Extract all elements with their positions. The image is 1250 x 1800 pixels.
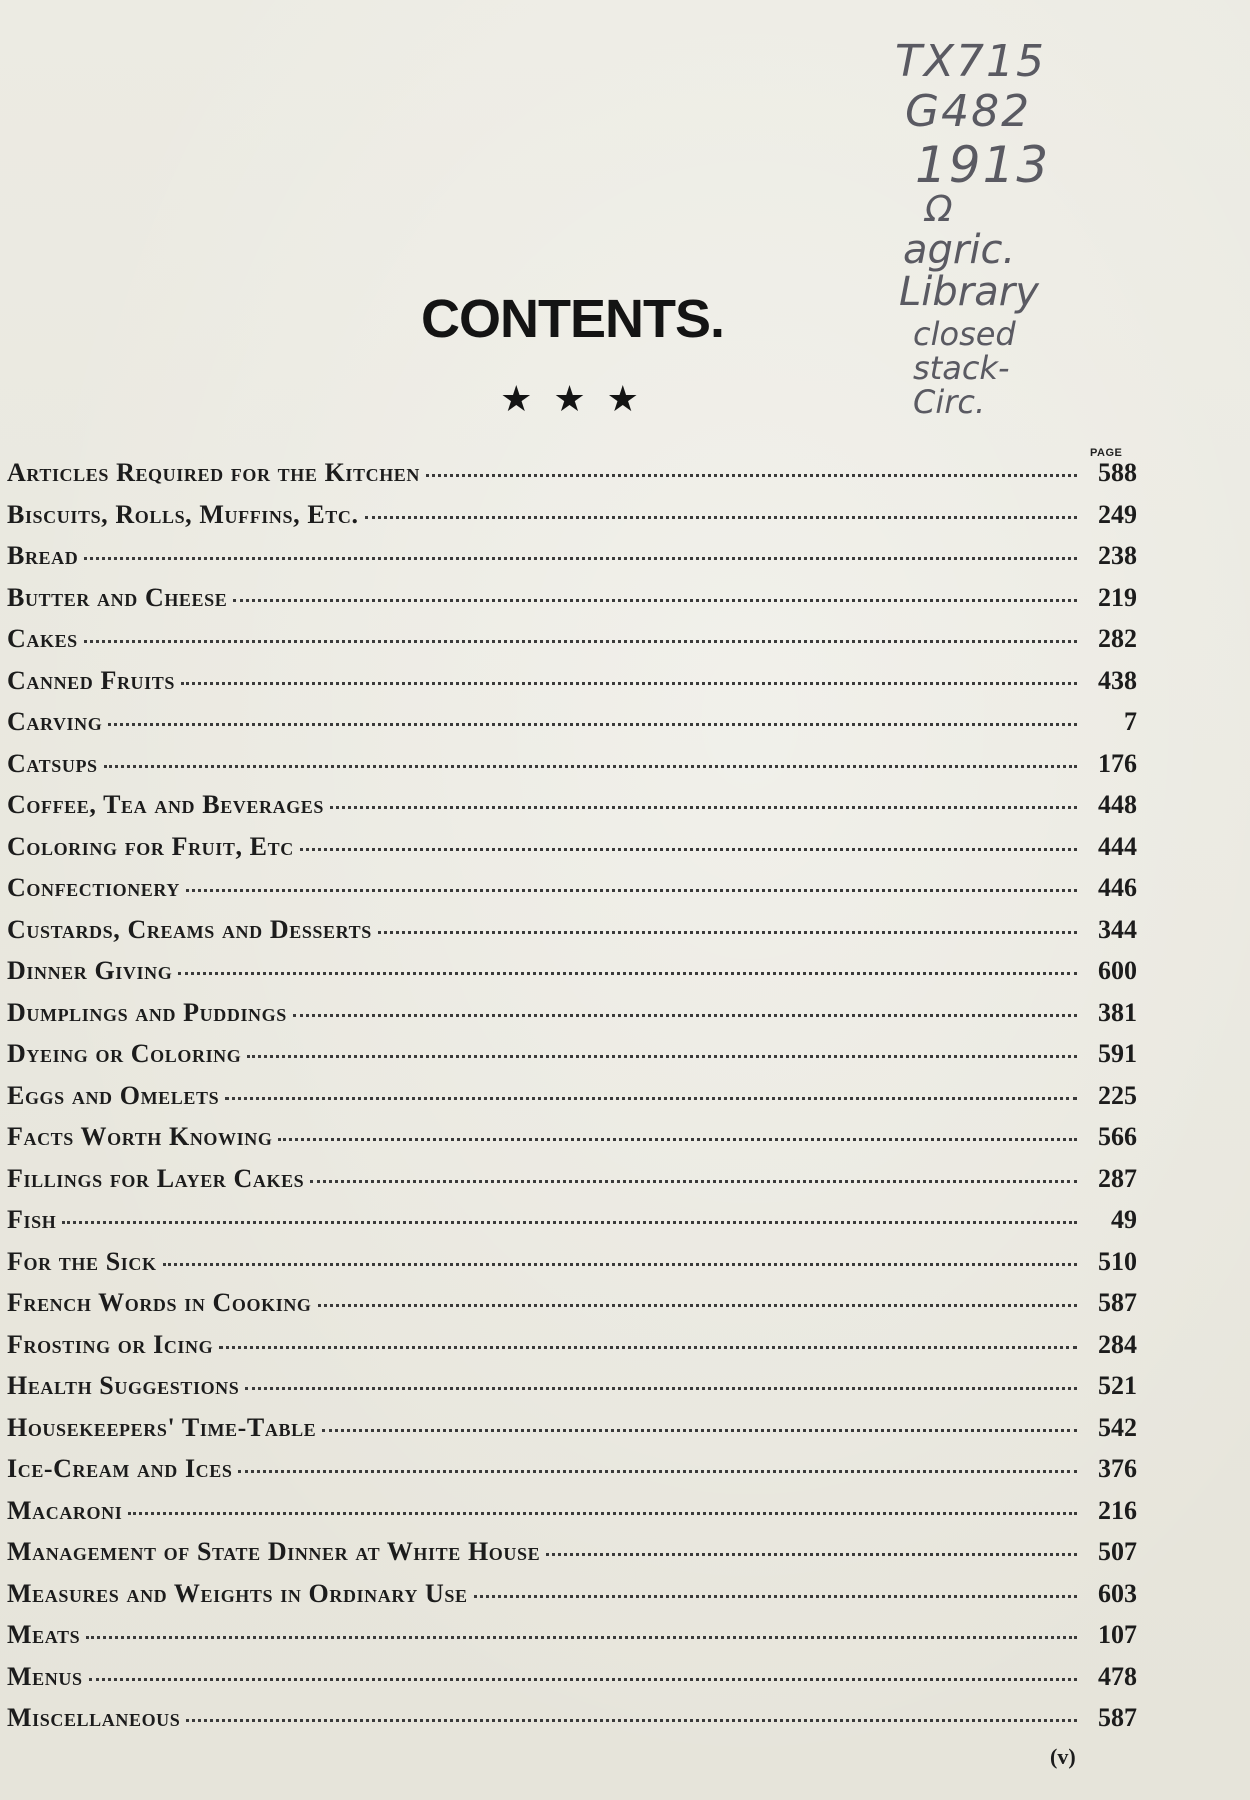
toc-entry-title: Coloring for Fruit, Etc: [7, 831, 294, 861]
dot-leader: [181, 682, 1077, 685]
toc-entry-title: Dinner Giving: [7, 956, 173, 985]
dot-leader: [86, 1636, 1077, 1639]
toc-entry-title: Housekeepers' Time-Table: [7, 1412, 317, 1442]
toc-entry-title: Macaroni: [7, 1495, 123, 1525]
toc-entry-page: 521: [1098, 1371, 1137, 1400]
toc-entry-page: 588: [1098, 458, 1137, 487]
toc-entry-title: Facts Worth Knowing: [7, 1122, 273, 1151]
dot-leader: [378, 931, 1077, 934]
dot-leader: [310, 1180, 1077, 1183]
toc-entry: [7, 1496, 1137, 1538]
handwriting-line: 1913: [915, 136, 1051, 194]
toc-entry-title: Articles Required for the Kitchen: [7, 458, 421, 487]
toc-entry-page: 249: [1098, 499, 1137, 529]
toc-entry-title: Dyeing or Coloring: [7, 1039, 242, 1068]
toc-entry-page: 587: [1098, 1703, 1137, 1732]
toc-entry-page: 448: [1098, 790, 1137, 819]
handwriting-line: agric.: [903, 227, 1016, 273]
toc-entry: [7, 1454, 1137, 1496]
toc-entry: [7, 541, 1137, 583]
toc-entry-title: Dumplings and Puddings: [7, 997, 287, 1027]
dot-leader: [245, 1387, 1077, 1390]
dot-leader: [186, 889, 1077, 892]
handwriting-line: Library: [899, 269, 1039, 315]
toc-entry-page: 376: [1098, 1454, 1137, 1483]
toc-entry-page: 344: [1098, 914, 1137, 944]
toc-entry-title: Confectionery: [7, 873, 180, 902]
dot-leader: [84, 557, 1077, 560]
handwriting-line: Circ.: [913, 383, 986, 421]
dot-leader: [426, 474, 1077, 477]
dot-leader: [108, 723, 1077, 726]
toc-entry-title: Coffee, Tea and Beverages: [7, 790, 325, 819]
toc-entry-page: 566: [1098, 1122, 1137, 1151]
toc-entry-page: 49: [1111, 1205, 1137, 1234]
toc-entry: [7, 458, 1137, 500]
toc-entry-page: 107: [1098, 1620, 1137, 1649]
toc-entry: [7, 998, 1137, 1040]
toc-entry-title: Fish: [7, 1205, 57, 1234]
dot-leader: [104, 765, 1077, 768]
toc-entry-page: 507: [1098, 1537, 1137, 1566]
toc-entry-page: 591: [1098, 1039, 1137, 1068]
toc-entry: [7, 1330, 1137, 1372]
dot-leader: [62, 1221, 1077, 1224]
toc-entry: [7, 1703, 1137, 1745]
toc-entry-page: 381: [1098, 997, 1137, 1027]
dot-leader: [186, 1719, 1077, 1722]
toc-entry: [7, 873, 1137, 915]
toc-entry-page: 282: [1098, 624, 1137, 653]
handwriting-line: TX715: [895, 36, 1047, 87]
dot-leader: [293, 1014, 1077, 1017]
dot-leader: [322, 1429, 1077, 1432]
toc-entry-title: For the Sick: [7, 1246, 157, 1276]
toc-entry-title: Bread: [7, 541, 79, 570]
toc-entry-title: Frosting or Icing: [7, 1329, 214, 1359]
toc-entry-title: French Words in Cooking: [7, 1288, 312, 1317]
toc-entry: [7, 1164, 1137, 1206]
handwritten-call-number: [895, 36, 1125, 421]
toc-entry: [7, 1413, 1137, 1455]
handwriting-line: G482: [905, 86, 1032, 137]
toc-entry-page: 287: [1098, 1163, 1137, 1193]
toc-entry: [7, 1620, 1137, 1662]
dot-leader: [546, 1553, 1077, 1556]
toc-entry-page: 603: [1098, 1578, 1137, 1608]
dot-leader: [178, 972, 1077, 975]
handwriting-line: closed: [913, 315, 1016, 353]
toc-entry-title: Carving: [7, 707, 103, 736]
toc-entry-title: Eggs and Omelets: [7, 1080, 220, 1110]
dot-leader: [163, 1263, 1077, 1266]
toc-entry: [7, 1579, 1137, 1621]
page-title: CONTENTS.: [420, 289, 724, 349]
toc-entry: [7, 1247, 1137, 1289]
toc-entry: [7, 832, 1137, 874]
toc-entry: [7, 1371, 1137, 1413]
toc-entry-title: Meats: [7, 1620, 81, 1649]
dot-leader: [238, 1470, 1077, 1473]
dot-leader: [89, 1678, 1077, 1681]
toc-entry-page: 176: [1098, 748, 1137, 778]
dot-leader: [330, 806, 1077, 809]
page-column-label: PAGE: [1090, 447, 1123, 459]
toc-entry-page: 7: [1124, 707, 1137, 736]
toc-entry-page: 478: [1098, 1661, 1137, 1691]
toc-entry-title: Fillings for Layer Cakes: [7, 1163, 305, 1193]
toc-entry-page: 587: [1098, 1288, 1137, 1317]
toc-entry-title: Health Suggestions: [7, 1371, 240, 1400]
stars-ornament: ★ ★ ★: [500, 379, 645, 419]
dot-leader: [128, 1512, 1077, 1515]
toc-entry: [7, 956, 1137, 998]
toc-entry: [7, 707, 1137, 749]
toc-entry-title: Biscuits, Rolls, Muffins, Etc.: [7, 499, 359, 529]
toc-entry-title: Management of State Dinner at White House: [7, 1537, 541, 1566]
toc-entry: [7, 624, 1137, 666]
toc-entry: [7, 790, 1137, 832]
toc-entry-title: Catsups: [7, 748, 98, 778]
dot-leader: [84, 640, 1077, 643]
toc-entry: [7, 1039, 1137, 1081]
page-folio: (v): [1050, 1744, 1076, 1769]
dot-leader: [365, 516, 1077, 519]
dot-leader: [225, 1097, 1077, 1100]
toc-entry-title: Custards, Creams and Desserts: [7, 914, 372, 944]
toc-entry-page: 219: [1098, 582, 1137, 612]
toc-entry-page: 444: [1098, 831, 1137, 861]
toc-entry-title: Ice-Cream and Ices: [7, 1454, 233, 1483]
dot-leader: [474, 1595, 1077, 1598]
dot-leader: [278, 1138, 1077, 1141]
toc-entry: [7, 666, 1137, 708]
dot-leader: [318, 1304, 1077, 1307]
toc-entry-page: 225: [1098, 1080, 1137, 1110]
toc-entry-title: Butter and Cheese: [7, 582, 228, 612]
toc-entry: [7, 583, 1137, 625]
dot-leader: [219, 1346, 1077, 1349]
dot-leader: [233, 599, 1077, 602]
toc-entry-page: 542: [1098, 1412, 1137, 1442]
dot-leader: [247, 1055, 1077, 1058]
toc-entry-title: Miscellaneous: [7, 1703, 181, 1732]
toc-entry: [7, 1122, 1137, 1164]
toc-entry-page: 216: [1098, 1495, 1137, 1525]
toc-entry: [7, 500, 1137, 542]
handwriting-line: Ω: [925, 189, 953, 230]
handwriting-line: stack-: [913, 349, 1010, 387]
table-of-contents: [7, 458, 1137, 1745]
toc-entry: [7, 1205, 1137, 1247]
toc-entry-page: 438: [1098, 665, 1137, 695]
dot-leader: [300, 848, 1077, 851]
toc-entry: [7, 1537, 1137, 1579]
toc-entry-page: 284: [1098, 1329, 1137, 1359]
toc-entry-title: Measures and Weights in Ordinary Use: [7, 1578, 468, 1608]
toc-entry-title: Cakes: [7, 624, 78, 653]
toc-entry: [7, 1081, 1137, 1123]
toc-entry-title: Menus: [7, 1661, 83, 1691]
toc-entry-page: 510: [1098, 1246, 1137, 1276]
toc-entry-page: 238: [1098, 541, 1137, 570]
toc-entry: [7, 915, 1137, 957]
toc-entry-page: 600: [1098, 956, 1137, 985]
toc-entry-page: 446: [1098, 873, 1137, 902]
toc-entry-title: Canned Fruits: [7, 665, 175, 695]
toc-entry: [7, 1662, 1137, 1704]
toc-entry: [7, 749, 1137, 791]
toc-entry: [7, 1288, 1137, 1330]
